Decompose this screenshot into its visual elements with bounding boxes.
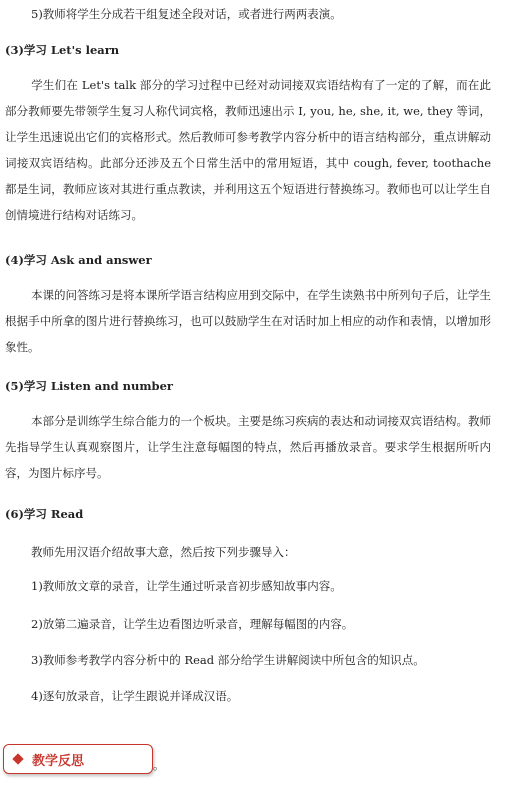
reflection-badge	[3, 744, 153, 774]
paragraph-ask-and-answer-text: 本课的问答练习是将本课所学语言结构应用到交际中，在学生读熟书中所列句子后，让学生根据手中所拿的图片进行替换练习，也可以鼓励学生在对话时加上相应的动作和表情，以增加形象性。	[5, 288, 491, 354]
top-line: 5)教师将学生分成若干组复述全段对话，或者进行两两表演。	[31, 7, 342, 21]
read-intro: 教师先用汉语介绍故事大意，然后按下列步骤导入：	[31, 545, 296, 559]
read-step-3: 3)教师参考教学内容分析中的 Read 部分给学生讲解阅读中所包含的知识点。	[31, 653, 425, 667]
heading-listen-and-number: (5)学习 Listen and number	[5, 379, 173, 393]
reflection-label: 教学反思	[32, 753, 85, 769]
heading-read: (6)学习 Read	[5, 507, 84, 521]
read-step-2: 2)放第二遍录音，让学生边看图边听录音，理解每幅图的内容。	[31, 617, 354, 631]
heading-ask-and-answer: (4)学习 Ask and answer	[5, 253, 152, 267]
read-step-4: 4)逐句放录音，让学生跟说并译成汉语。	[31, 689, 239, 703]
paragraph-listen-and-number-text: 本部分是训练学生综合能力的一个板块。主要是练习疾病的表达和动词接双宾语结构。教师先指导学生认真观察图片，让学生注意每幅图的特点，然后再播放录音。要求学生根据所听内容，为图片标序号。	[5, 414, 491, 480]
paragraph-lets-learn-text: 学生们在 Let's talk 部分的学习过程中已经对动词接双宾语结构有了一定的了解，而在此部分教师要先带领学生复习人称代词宾格，教师迅速出示 I, you, he, she, it, we, they 等词，让学生迅速说出它们的宾格形式。然后教师可参考教学内容分析中的语言结构部分，重点讲解动词接双宾语结构。此部分还涉及五个日常生活中的常用短语，其中 cough, fever, toothache 都是生词，教师应该对其进行重点教读，并利用这五个短语进行替换练习。教师也可以让学生自创情境进行结构对话练习。	[5, 78, 491, 222]
paragraph-lets-learn	[5, 72, 491, 228]
heading-lets-learn: (3)学习 Let's learn	[5, 43, 120, 57]
diamond-icon	[12, 753, 23, 764]
paragraph-ask-and-answer	[5, 282, 491, 360]
paragraph-listen-and-number	[5, 408, 491, 486]
read-step-1: 1)教师放文章的录音，让学生通过听录音初步感知故事内容。	[31, 579, 342, 593]
reflection-trail: 。	[153, 758, 165, 772]
